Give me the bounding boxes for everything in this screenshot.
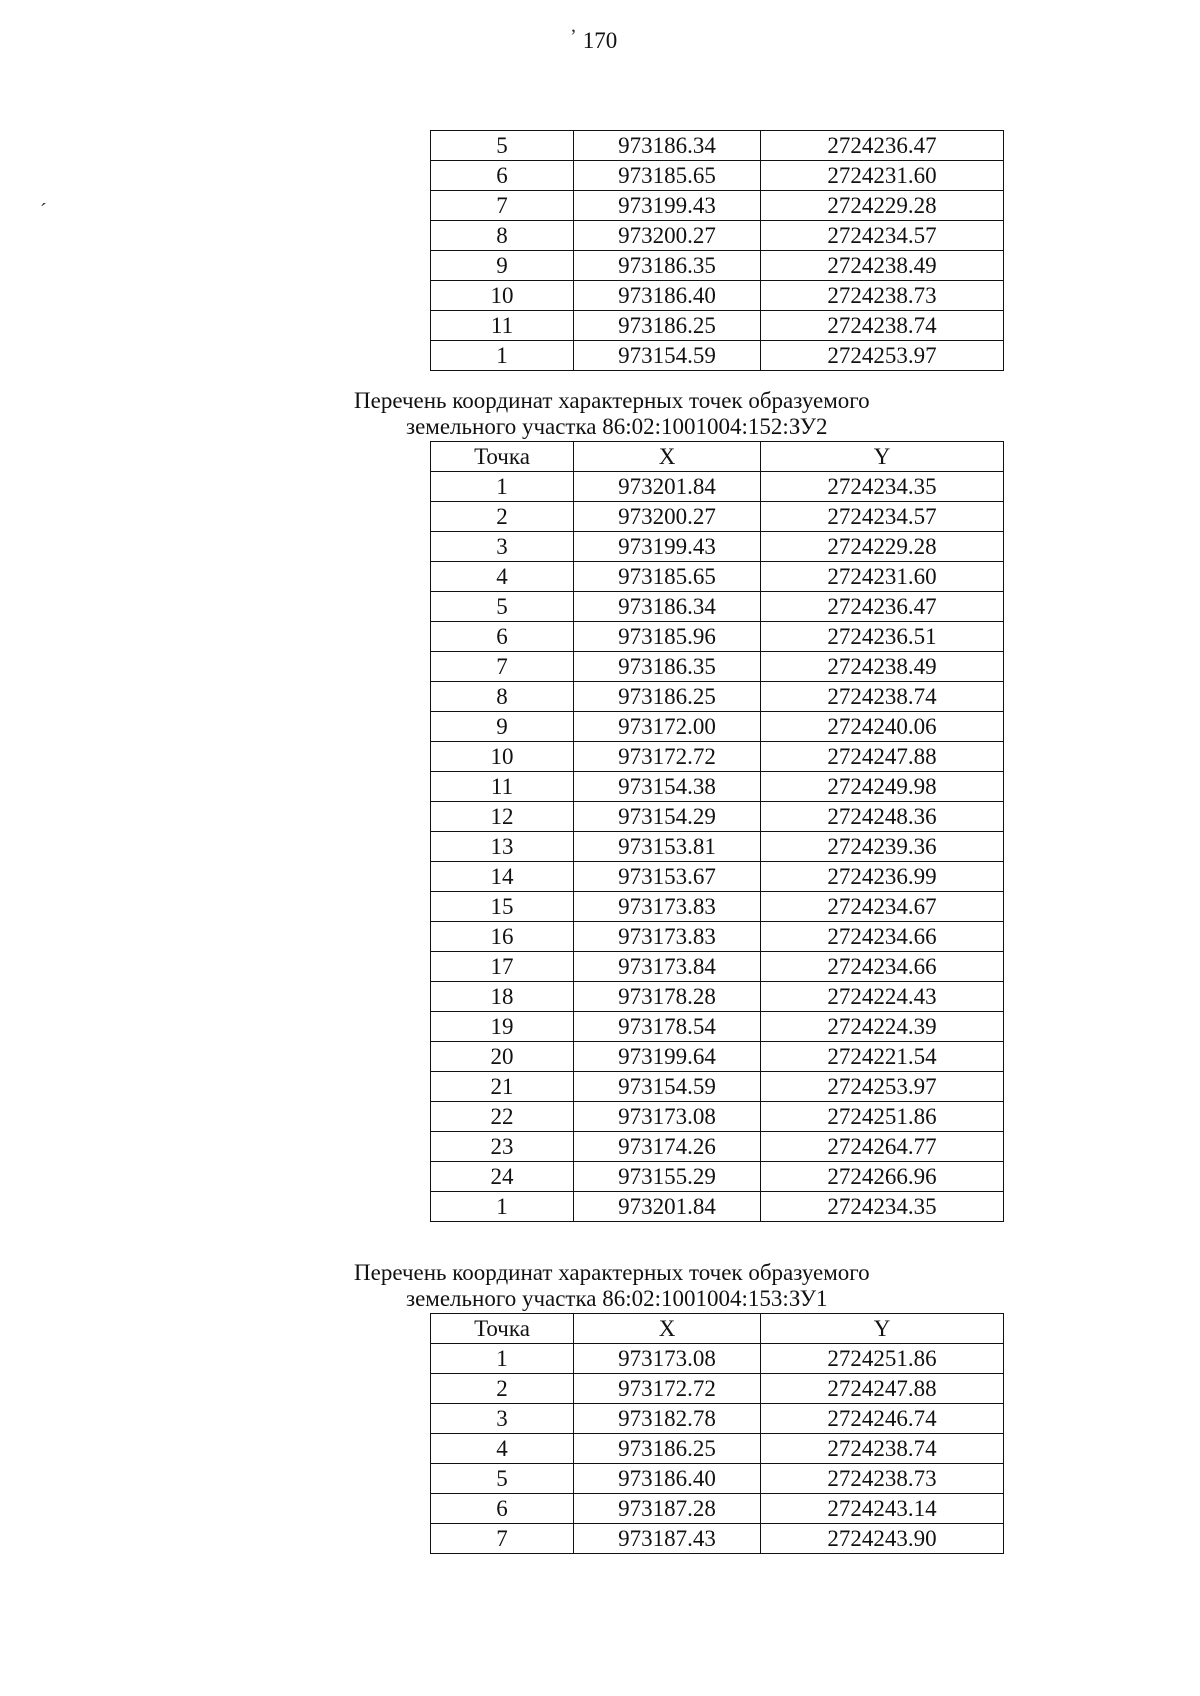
y-cell: 2724221.54	[761, 1042, 1004, 1072]
y-cell: 2724236.47	[761, 592, 1004, 622]
y-cell: 2724246.74	[761, 1404, 1004, 1434]
x-cell: 973172.72	[574, 1374, 761, 1404]
point-cell: 7	[431, 1524, 574, 1554]
x-cell: 973185.65	[574, 161, 761, 191]
x-cell: 973173.83	[574, 922, 761, 952]
y-cell: 2724234.67	[761, 892, 1004, 922]
table-row	[431, 1344, 1004, 1374]
x-cell: 973153.81	[574, 832, 761, 862]
y-cell: 2724238.49	[761, 251, 1004, 281]
point-cell: 1	[431, 472, 574, 502]
coordinates-table-continued	[430, 130, 1004, 371]
table-row	[431, 341, 1004, 371]
point-cell: 5	[431, 592, 574, 622]
y-cell: 2724253.97	[761, 341, 1004, 371]
table-row	[431, 1102, 1004, 1132]
table-row	[431, 652, 1004, 682]
coordinates-table-zu2	[430, 441, 1004, 1222]
point-cell: 1	[431, 1344, 574, 1374]
point-cell: 11	[431, 311, 574, 341]
point-cell: 18	[431, 982, 574, 1012]
point-cell: 20	[431, 1042, 574, 1072]
point-cell: 6	[431, 622, 574, 652]
y-cell: 2724234.35	[761, 1192, 1004, 1222]
y-cell: 2724266.96	[761, 1162, 1004, 1192]
point-cell: 19	[431, 1012, 574, 1042]
table-row	[431, 502, 1004, 532]
y-cell: 2724239.36	[761, 832, 1004, 862]
x-cell: 973155.29	[574, 1162, 761, 1192]
table-row	[431, 1072, 1004, 1102]
x-cell: 973174.26	[574, 1132, 761, 1162]
point-cell: 6	[431, 1494, 574, 1524]
table-row	[431, 131, 1004, 161]
x-cell: 973199.43	[574, 191, 761, 221]
point-cell: 5	[431, 131, 574, 161]
y-cell: 2724234.35	[761, 472, 1004, 502]
x-cell: 973182.78	[574, 1404, 761, 1434]
point-cell: 9	[431, 251, 574, 281]
x-cell: 973172.00	[574, 712, 761, 742]
x-cell: 973199.64	[574, 1042, 761, 1072]
x-cell: 973186.34	[574, 592, 761, 622]
x-cell: 973187.43	[574, 1524, 761, 1554]
x-cell: 973154.38	[574, 772, 761, 802]
y-cell: 2724238.74	[761, 682, 1004, 712]
point-cell: 7	[431, 652, 574, 682]
x-cell: 973186.25	[574, 682, 761, 712]
table-row	[431, 161, 1004, 191]
x-cell: 973186.35	[574, 652, 761, 682]
scan-speck: ʼ	[570, 26, 577, 48]
point-cell: 24	[431, 1162, 574, 1192]
x-cell: 973173.83	[574, 892, 761, 922]
caption-line: Перечень координат характерных точек образуемого	[354, 1260, 870, 1285]
point-cell: 3	[431, 532, 574, 562]
table-row	[431, 562, 1004, 592]
column-header: X	[574, 1314, 761, 1344]
caption-line: земельного участка 86:02:1001004:153:ЗУ1	[406, 1286, 828, 1311]
table-row	[431, 1494, 1004, 1524]
table-row	[431, 311, 1004, 341]
y-cell: 2724236.47	[761, 131, 1004, 161]
y-cell: 2724224.39	[761, 1012, 1004, 1042]
table-row	[431, 1374, 1004, 1404]
table-caption-zu2	[354, 388, 870, 440]
point-cell: 5	[431, 1464, 574, 1494]
x-cell: 973154.59	[574, 341, 761, 371]
table-row	[431, 982, 1004, 1012]
y-cell: 2724243.14	[761, 1494, 1004, 1524]
table-row	[431, 1132, 1004, 1162]
table-row	[431, 862, 1004, 892]
table-row	[431, 1434, 1004, 1464]
point-cell: 9	[431, 712, 574, 742]
table-row	[431, 772, 1004, 802]
x-cell: 973186.40	[574, 281, 761, 311]
point-cell: 10	[431, 281, 574, 311]
x-cell: 973173.08	[574, 1344, 761, 1374]
point-cell: 1	[431, 1192, 574, 1222]
y-cell: 2724234.57	[761, 502, 1004, 532]
column-header: Точка	[431, 442, 574, 472]
x-cell: 973186.25	[574, 1434, 761, 1464]
y-cell: 2724236.99	[761, 862, 1004, 892]
x-cell: 973201.84	[574, 472, 761, 502]
y-cell: 2724249.98	[761, 772, 1004, 802]
x-cell: 973186.40	[574, 1464, 761, 1494]
y-cell: 2724224.43	[761, 982, 1004, 1012]
x-cell: 973186.35	[574, 251, 761, 281]
point-cell: 17	[431, 952, 574, 982]
point-cell: 2	[431, 502, 574, 532]
column-header: Точка	[431, 1314, 574, 1344]
x-cell: 973200.27	[574, 221, 761, 251]
table-row	[431, 281, 1004, 311]
x-cell: 973153.67	[574, 862, 761, 892]
y-cell: 2724238.49	[761, 652, 1004, 682]
y-cell: 2724234.57	[761, 221, 1004, 251]
y-cell: 2724253.97	[761, 1072, 1004, 1102]
point-cell: 1	[431, 341, 574, 371]
table-row	[431, 1192, 1004, 1222]
point-cell: 15	[431, 892, 574, 922]
point-cell: 14	[431, 862, 574, 892]
y-cell: 2724240.06	[761, 712, 1004, 742]
column-header: Y	[761, 442, 1004, 472]
table-row	[431, 892, 1004, 922]
table-row	[431, 622, 1004, 652]
x-cell: 973178.28	[574, 982, 761, 1012]
y-cell: 2724238.73	[761, 281, 1004, 311]
table-row	[431, 221, 1004, 251]
y-cell: 2724247.88	[761, 1374, 1004, 1404]
point-cell: 8	[431, 221, 574, 251]
point-cell: 8	[431, 682, 574, 712]
coordinates-table-zu1	[430, 1313, 1004, 1554]
x-cell: 973186.25	[574, 311, 761, 341]
table-row	[431, 251, 1004, 281]
x-cell: 973187.28	[574, 1494, 761, 1524]
table-row	[431, 682, 1004, 712]
point-cell: 4	[431, 1434, 574, 1464]
point-cell: 11	[431, 772, 574, 802]
point-cell: 7	[431, 191, 574, 221]
y-cell: 2724248.36	[761, 802, 1004, 832]
table-row	[431, 832, 1004, 862]
table-caption-zu1	[354, 1260, 870, 1312]
point-cell: 16	[431, 922, 574, 952]
table-header-row	[431, 1314, 1004, 1344]
y-cell: 2724231.60	[761, 161, 1004, 191]
point-cell: 12	[431, 802, 574, 832]
table-row	[431, 1524, 1004, 1554]
x-cell: 973154.29	[574, 802, 761, 832]
point-cell: 23	[431, 1132, 574, 1162]
x-cell: 973173.08	[574, 1102, 761, 1132]
y-cell: 2724264.77	[761, 1132, 1004, 1162]
column-header: Y	[761, 1314, 1004, 1344]
point-cell: 10	[431, 742, 574, 772]
table-header-row	[431, 442, 1004, 472]
caption-line: Перечень координат характерных точек образуемого	[354, 388, 870, 413]
table-row	[431, 472, 1004, 502]
x-cell: 973185.65	[574, 562, 761, 592]
table-row	[431, 191, 1004, 221]
page-number: 170	[582, 28, 618, 53]
y-cell: 2724236.51	[761, 622, 1004, 652]
point-cell: 13	[431, 832, 574, 862]
y-cell: 2724238.74	[761, 1434, 1004, 1464]
x-cell: 973199.43	[574, 532, 761, 562]
table-row	[431, 532, 1004, 562]
x-cell: 973185.96	[574, 622, 761, 652]
y-cell: 2724229.28	[761, 532, 1004, 562]
y-cell: 2724247.88	[761, 742, 1004, 772]
x-cell: 973201.84	[574, 1192, 761, 1222]
y-cell: 2724234.66	[761, 952, 1004, 982]
table-row	[431, 712, 1004, 742]
x-cell: 973178.54	[574, 1012, 761, 1042]
column-header: X	[574, 442, 761, 472]
y-cell: 2724251.86	[761, 1102, 1004, 1132]
scan-speck: ˊ	[40, 200, 47, 222]
x-cell: 973173.84	[574, 952, 761, 982]
table-row	[431, 1042, 1004, 1072]
point-cell: 6	[431, 161, 574, 191]
table-row	[431, 952, 1004, 982]
table-row	[431, 1404, 1004, 1434]
caption-line: земельного участка 86:02:1001004:152:ЗУ2	[406, 414, 828, 439]
point-cell: 22	[431, 1102, 574, 1132]
table-row	[431, 1012, 1004, 1042]
y-cell: 2724238.73	[761, 1464, 1004, 1494]
table-row	[431, 1464, 1004, 1494]
table-row	[431, 742, 1004, 772]
y-cell: 2724251.86	[761, 1344, 1004, 1374]
table-row	[431, 1162, 1004, 1192]
point-cell: 4	[431, 562, 574, 592]
x-cell: 973154.59	[574, 1072, 761, 1102]
point-cell: 2	[431, 1374, 574, 1404]
y-cell: 2724229.28	[761, 191, 1004, 221]
y-cell: 2724231.60	[761, 562, 1004, 592]
x-cell: 973172.72	[574, 742, 761, 772]
table-row	[431, 802, 1004, 832]
point-cell: 21	[431, 1072, 574, 1102]
point-cell: 3	[431, 1404, 574, 1434]
table-row	[431, 922, 1004, 952]
x-cell: 973186.34	[574, 131, 761, 161]
x-cell: 973200.27	[574, 502, 761, 532]
y-cell: 2724234.66	[761, 922, 1004, 952]
y-cell: 2724243.90	[761, 1524, 1004, 1554]
y-cell: 2724238.74	[761, 311, 1004, 341]
table-row	[431, 592, 1004, 622]
